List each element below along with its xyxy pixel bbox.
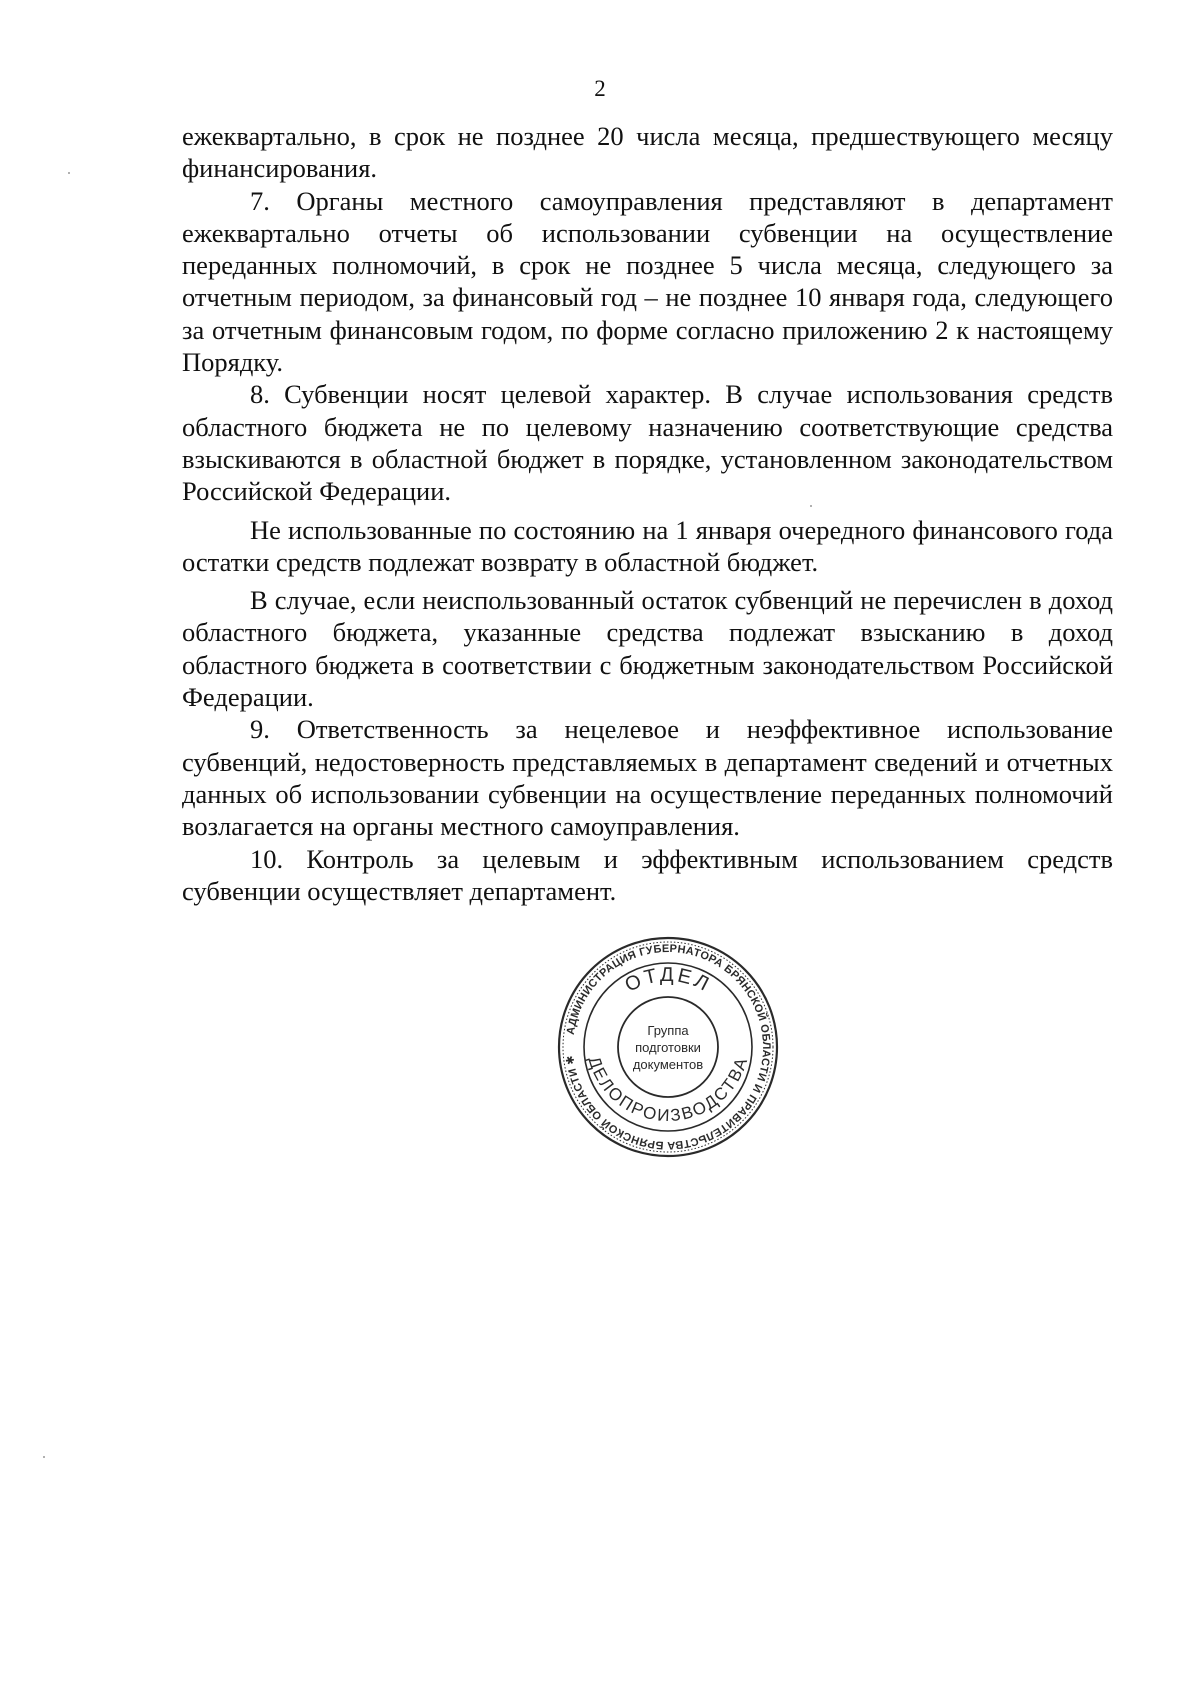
paragraph-item-7: 7. Органы местного самоуправления представляют в департамент ежеквартально отчеты об использовании субвенции на осуществление переданных полномочий, в срок не позднее 5 числа месяца, следующего за отчетным периодом, за финансовый год – не позднее 10 января года, следующего за отчетным финансовым годом, по форме согласно приложению 2 к настоящему Порядку. <box>182 185 1113 378</box>
page-number: 2 <box>594 76 606 101</box>
scan-speck <box>810 505 812 507</box>
stamp-outer-text: АДМИНИСТРАЦИЯ ГУБЕРНАТОРА БРЯНСКОЙ ОБЛАСТИ И ПРАВИТЕЛЬСТВА БРЯНСКОЙ ОБЛАСТИ ✱ <box>564 942 773 1152</box>
paragraph-item-10: 10. Контроль за целевым и эффективным использованием средств субвенции осуществляет департамент. <box>182 843 1113 906</box>
paragraph-continuation: ежеквартально, в срок не позднее 20 числа месяца, предшествующего месяцу финансирования. <box>182 121 1113 184</box>
stamp-center-line-3: документов <box>632 1057 704 1072</box>
paragraph-item-9: 9. Ответственность за нецелевое и неэффективное использование субвенций, недостоверность представляемых в департамент сведений и отчетных данных об использовании субвенции на осуществление переданных полномочий возлагается на органы местного самоуправления. <box>182 714 1113 842</box>
paragraph-item-8: 8. Субвенции носят целевой характер. В случае использования средств областного бюджета не по целевому назначению соответствующие средства взыскиваются в областной бюджет в порядке, установленном законодательством Российской Федерации. <box>182 379 1113 507</box>
stamp-center-line-2: подготовки <box>635 1040 701 1055</box>
svg-text:ДЕЛОПРОИЗВОДСТВА: ДЕЛОПРОИЗВОДСТВА <box>584 1053 752 1126</box>
scan-speck <box>68 172 70 174</box>
paragraph-unused-funds: Не использованные по состоянию на 1 января очередного финансового года остатки средств подлежат возврату в областной бюджет. <box>182 514 1113 577</box>
paragraph-unreturned-balance: В случае, если неиспользованный остаток субвенций не перечислен в доход областного бюджета, указанные средства подлежат взысканию в доход областного бюджета в соответствии с бюджетным законодательством Российской Федерации. <box>182 585 1113 713</box>
svg-text:ОТДЕЛ: ОТДЕЛ <box>621 963 715 997</box>
stamp-seal-graphic <box>556 935 780 1159</box>
stamp-center-line-1: Группа <box>647 1023 689 1038</box>
official-stamp <box>556 935 780 1159</box>
scan-speck <box>43 1456 45 1458</box>
document-body <box>182 120 1113 907</box>
